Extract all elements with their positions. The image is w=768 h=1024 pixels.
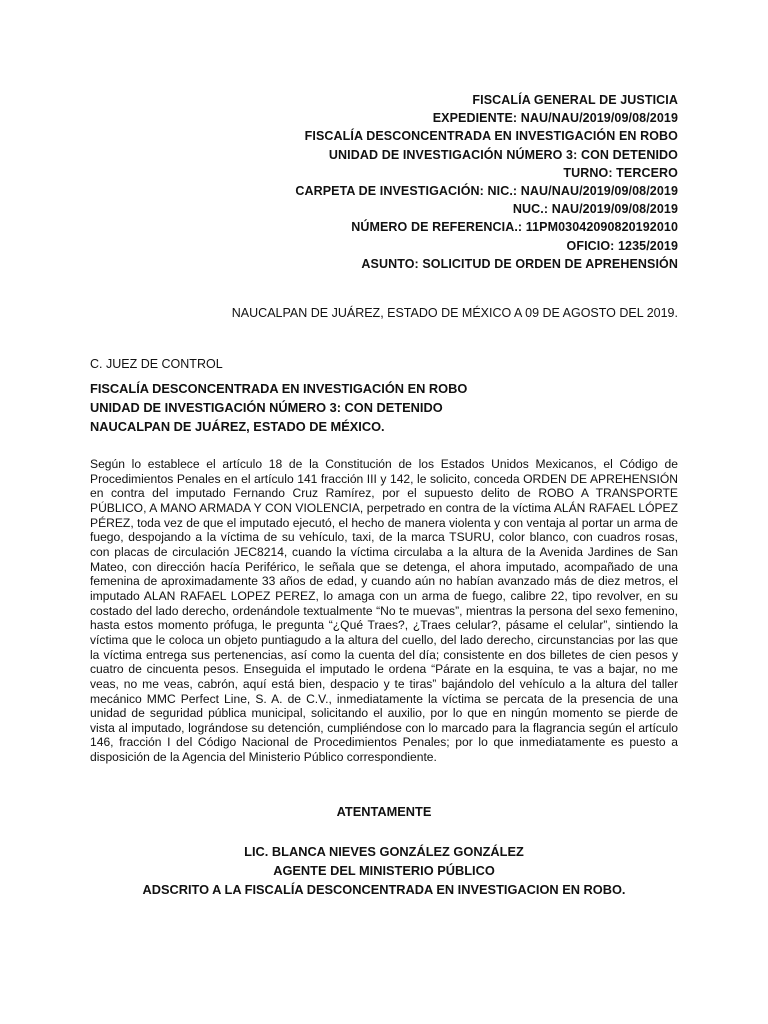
- header-turno: TURNO: TERCERO: [563, 165, 678, 180]
- place-and-date: NAUCALPAN DE JUÁREZ, ESTADO DE MÉXICO A 09 DE AGOSTO DEL 2019.: [231, 306, 678, 320]
- header-fiscalia: FISCALÍA DESCONCENTRADA EN INVESTIGACIÓN EN ROBO: [304, 129, 678, 144]
- document-header: [118, 91, 678, 273]
- recipient-fiscalia: FISCALÍA DESCONCENTRADA EN INVESTIGACIÓN EN ROBO: [90, 381, 468, 396]
- recipient-location: NAUCALPAN DE JUÁREZ, ESTADO DE MÉXICO.: [90, 419, 385, 434]
- header-expediente: EXPEDIENTE: NAU/NAU/2019/09/08/2019: [432, 111, 678, 126]
- closing-atentamente: ATENTAMENTE: [336, 804, 432, 819]
- signature-title: AGENTE DEL MINISTERIO PÚBLICO: [273, 863, 495, 878]
- addressee: C. JUEZ DE CONTROL: [90, 357, 223, 371]
- signature-block: [0, 842, 768, 899]
- signature-name: LIC. BLANCA NIEVES GONZÁLEZ GONZÁLEZ: [244, 844, 524, 859]
- header-oficio: OFICIO: 1235/2019: [566, 238, 678, 253]
- header-agency: FISCALÍA GENERAL DE JUSTICIA: [472, 93, 678, 107]
- recipient-block: [90, 379, 467, 436]
- header-asunto: ASUNTO: SOLICITUD DE ORDEN DE APREHENSIÓN: [361, 256, 678, 271]
- recipient-unidad: UNIDAD DE INVESTIGACIÓN NÚMERO 3: CON DETENIDO: [90, 400, 443, 415]
- body-paragraph: Según lo establece el artículo 18 de la Constitución de los Estados Unidos Mexicanos, el Código de Procedimientos Penales en el artículo 141 fracción III y 142, le solicito, conceda ORDEN DE APREHENSIÓN en contra del imputado Fernando Cruz Ramírez, por el supuesto delito de ROBO A TRANSPORTE PÚBLICO, A MANO ARMADA Y CON VIOLENCIA, perpetrado en contra de la víctima ALÁN RAFAEL LÓPEZ PÉREZ, toda vez de que el imputado ejecutó, el hecho de manera violenta y con ventaja al portar un arma de fuego, despojando a la víctima de su vehículo, taxi, de la marca TSURU, color blanco, con cuadros rosas, con placas de circulación JEC8214, cuando la víctima circulaba a la altura de la Avenida Jardines de San Mateo, con dirección hacía Periférico, le señala que se detenga, el ahora imputado, acompañado de una femenina de aproximadamente 33 años de edad, y cuando aún no habían avanzado más de diez metros, el imputado ALAN RAFAEL LOPEZ PEREZ, lo amaga con un arma de fuego, calibre 22, tipo revolver, en su costado del lado derecho, ordenándole textualmente “No te muevas”, mientras la persona del sexo femenino, hasta estos momento prófuga, le pregunta “¿Qué Traes?, ¿Traes celular?, pásame el celular”, sintiendo la víctima que le coloca un objeto puntiagudo a la altura del cuello, del lado derecho, circunstancias por las que la víctima entrega sus pertenencias, así como la cuenta del día; consistente en dos billetes de cien pesos y cuatro de cincuenta pesos. Enseguida el imputado le ordena “Párate en la esquina, te vas a bajar, no me veas, no me veas, cabrón, aquí está bien, despacio y te tiras” bajándolo del vehículo a la altura del taller mecánico MMC Perfect Line, S. A. de C.V., inmediatamente la víctima se percata de la presencia de una unidad de seguridad pública municipal, solicitando el auxilio, por lo que en ningún momento se pierde de vista al imputado, lográndose su detención, cumpliéndose con lo marcado para la flagrancia según el artículo 146, fracción I del Código Nacional de Procedimientos Penales; por lo que inmediatamente es puesto a disposición de la Agencia del Ministerio Público correspondiente.: [90, 457, 678, 765]
- header-referencia: NÚMERO DE REFERENCIA.: 11PM03042090820192010: [351, 220, 678, 235]
- header-carpeta: CARPETA DE INVESTIGACIÓN: NIC.: NAU/NAU/2019/09/08/2019: [295, 184, 678, 199]
- signature-assignment: ADSCRITO A LA FISCALÍA DESCONCENTRADA EN INVESTIGACION EN ROBO.: [142, 882, 626, 897]
- header-nuc: NUC.: NAU/2019/09/08/2019: [512, 202, 678, 217]
- header-unidad: UNIDAD DE INVESTIGACIÓN NÚMERO 3: CON DETENIDO: [328, 147, 678, 162]
